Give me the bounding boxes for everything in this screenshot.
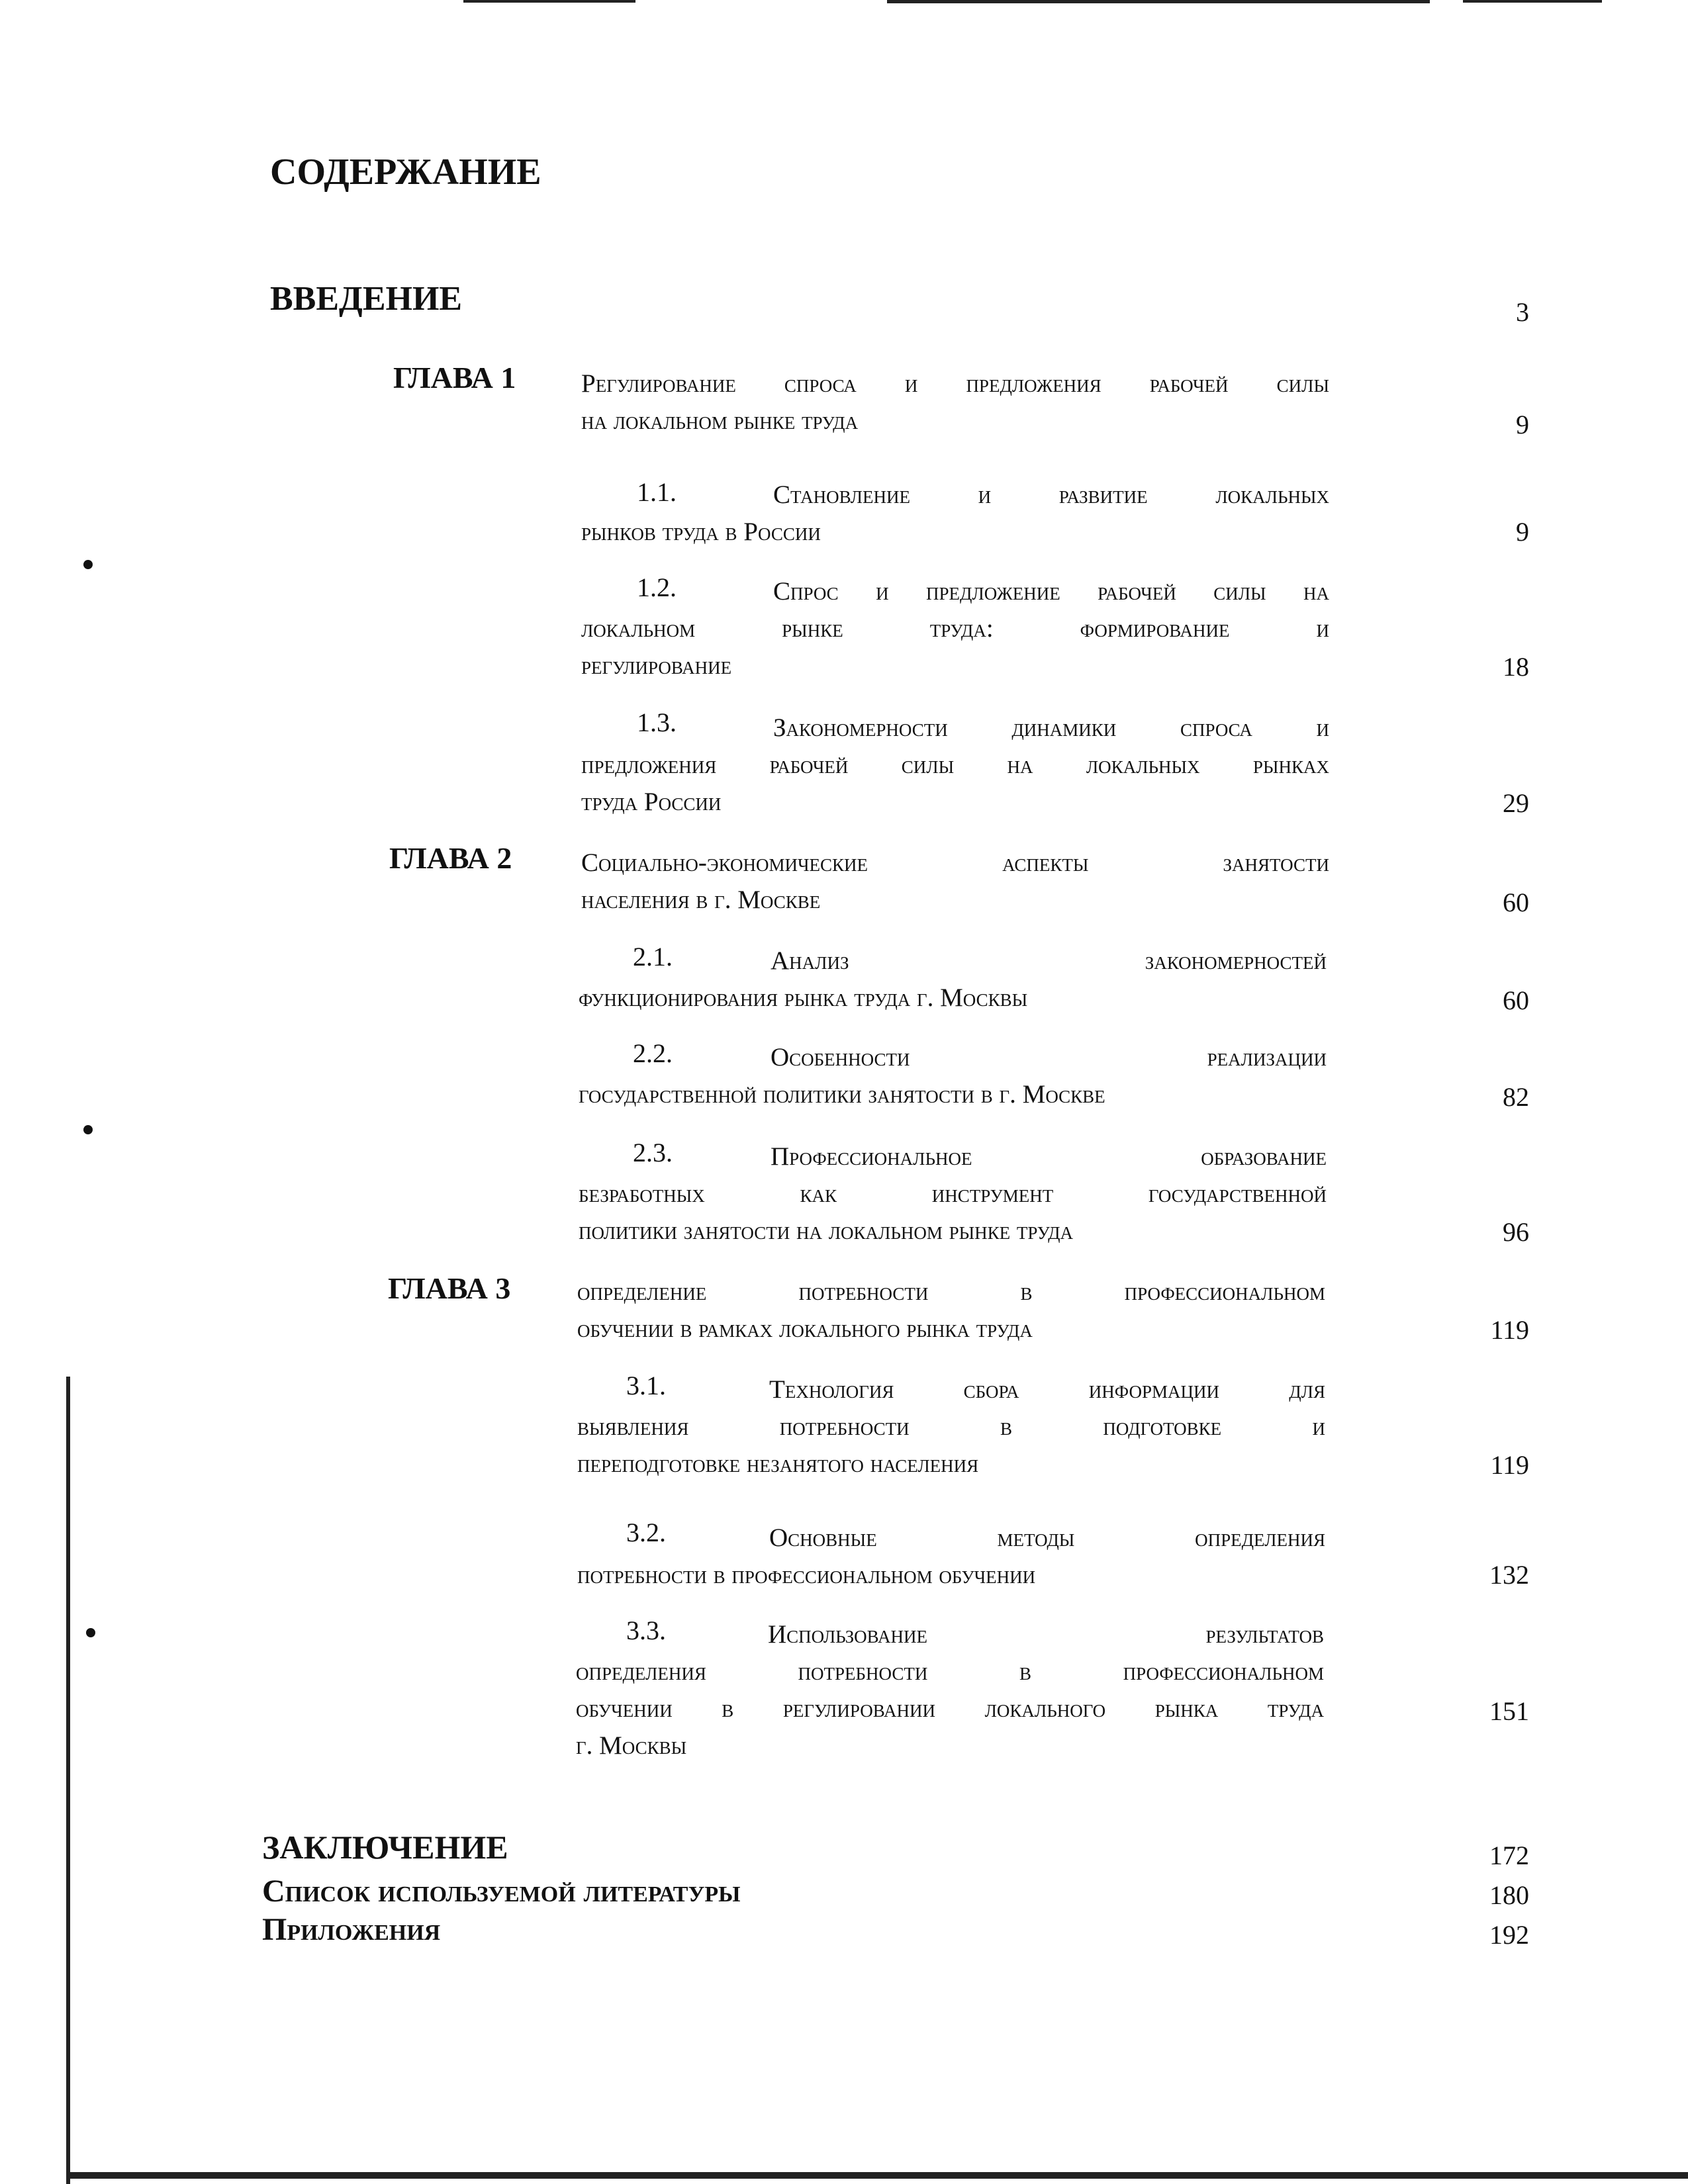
- section-2-2-line-2: государственной политики занятости в г. Москве: [579, 1080, 1105, 1109]
- conclusion-label: ЗАКЛЮЧЕНИЕ: [262, 1829, 508, 1866]
- chapter-3-page: 119: [1490, 1315, 1529, 1345]
- section-3-2-line-2: потребности в профессиональном обучении: [577, 1561, 1036, 1589]
- chapter-2-page: 60: [1503, 887, 1529, 917]
- section-1-3-page: 29: [1503, 788, 1529, 818]
- chapter-1-page: 9: [1516, 410, 1529, 439]
- section-1-2-line-1: Спрос и предложение рабочей силы на: [773, 577, 1329, 606]
- conclusion-page: 172: [1489, 1841, 1529, 1870]
- section-3-3-page: 151: [1489, 1696, 1529, 1726]
- section-3-3-line-2: определения потребности в профессиональном: [576, 1657, 1324, 1686]
- section-1-3-num: 1.3.: [637, 707, 677, 737]
- chapter-3-title: [577, 1273, 1325, 1347]
- section-3-3-num: 3.3.: [626, 1615, 666, 1645]
- section-3-2-line-1: Основные методы определения: [769, 1524, 1325, 1552]
- section-3-2-page: 132: [1489, 1560, 1529, 1590]
- section-1-2-page: 18: [1503, 652, 1529, 682]
- section-1-1-page: 9: [1516, 517, 1529, 547]
- section-3-2-title: [577, 1520, 1325, 1594]
- section-1-2-title: [581, 573, 1329, 684]
- scan-top-line-2: [887, 0, 1430, 3]
- scan-top-line-3: [1463, 0, 1602, 3]
- section-2-1-line-2: функционирования рынка труда г. Москвы: [579, 983, 1028, 1012]
- bibliography-label: Список используемой литературы: [262, 1874, 741, 1909]
- bibliography-page: 180: [1489, 1880, 1529, 1910]
- section-2-3-num: 2.3.: [633, 1138, 673, 1167]
- chapter-1-title: [581, 365, 1329, 439]
- chapter-1-title-line-1: Регулирование спроса и предложения рабочей силы: [581, 369, 1329, 398]
- section-3-3-line-1: Использование результатов: [768, 1620, 1324, 1649]
- section-1-2-line-3: регулирование: [581, 651, 732, 680]
- scan-bottom-line: [66, 2172, 1688, 2179]
- chapter-3-title-line-2: обучении в рамках локального рынка труда: [577, 1314, 1033, 1343]
- section-2-3-title: [579, 1138, 1327, 1250]
- chapter-1-label: ГЛАВА 1: [393, 361, 516, 394]
- section-2-1-num: 2.1.: [633, 942, 673, 972]
- section-2-2-line-1: Особенности реализации: [771, 1043, 1327, 1071]
- section-2-2-page: 82: [1503, 1082, 1529, 1112]
- section-3-3-line-4: г. Москвы: [576, 1731, 687, 1760]
- section-1-1-title: [581, 477, 1329, 551]
- section-3-1-title: [577, 1371, 1325, 1482]
- section-2-1-page: 60: [1503, 985, 1529, 1015]
- intro-page: 3: [1516, 297, 1529, 327]
- section-2-2-num: 2.2.: [633, 1038, 673, 1068]
- chapter-2-title: [581, 844, 1329, 919]
- chapter-2-label: ГЛАВА 2: [389, 841, 512, 875]
- scan-top-line-1: [463, 0, 635, 3]
- chapter-1-title-line-2: на локальном рынке труда: [581, 406, 859, 435]
- section-2-3-line-3: политики занятости на локальном рынке труда: [579, 1216, 1074, 1245]
- section-1-2-num: 1.2.: [637, 572, 677, 602]
- section-1-3-line-3: труда России: [581, 788, 722, 816]
- section-2-1-title: [579, 942, 1327, 1017]
- chapter-3-label: ГЛАВА 3: [388, 1271, 511, 1305]
- chapter-3-title-line-1: определение потребности в профессиональном: [577, 1277, 1325, 1306]
- scan-dot-1: [83, 560, 93, 569]
- toc-title: СОДЕРЖАНИЕ: [270, 152, 541, 193]
- section-1-3-line-2: предложения рабочей силы на локальных рынках: [581, 751, 1329, 779]
- section-2-3-line-1: Профессиональное образование: [771, 1142, 1327, 1171]
- section-3-1-line-3: переподготовке незанятого населения: [577, 1449, 979, 1478]
- section-3-2-num: 3.2.: [626, 1518, 666, 1547]
- section-1-1-line-1: Становление и развитие локальных: [773, 480, 1329, 509]
- section-1-2-line-2: локальном рынке труда: формирование и: [581, 614, 1329, 643]
- section-2-3-line-2: безработных как инструмент государственной: [579, 1179, 1327, 1208]
- section-3-1-line-1: Технология сбора информации для: [769, 1375, 1325, 1404]
- section-1-3-line-1: Закономерности динамики спроса и: [773, 713, 1329, 742]
- chapter-2-title-line-2: населения в г. Москве: [581, 886, 821, 914]
- section-1-3-title: [581, 709, 1329, 821]
- intro-label: ВВЕДЕНИЕ: [270, 280, 463, 318]
- section-2-3-page: 96: [1503, 1217, 1529, 1247]
- chapter-2-title-line-1: Социально-экономические аспекты занятости: [581, 848, 1329, 877]
- appendix-page: 192: [1489, 1920, 1529, 1950]
- section-1-1-num: 1.1.: [637, 477, 677, 507]
- section-1-1-line-2: рынков труда в России: [581, 518, 821, 546]
- section-3-1-line-2: выявления потребности в подготовке и: [577, 1412, 1325, 1441]
- section-3-3-title: [576, 1616, 1324, 1764]
- section-2-2-title: [579, 1039, 1327, 1113]
- scan-dot-2: [83, 1125, 93, 1134]
- section-3-1-page: 119: [1490, 1450, 1529, 1480]
- section-2-1-line-1: Анализ закономерностей: [771, 946, 1327, 975]
- section-3-1-num: 3.1.: [626, 1371, 666, 1400]
- appendix-label: Приложения: [262, 1912, 441, 1947]
- section-3-3-line-3: обучении в регулировании локального рынка труда: [576, 1694, 1324, 1723]
- scan-left-edge: [66, 1377, 70, 2184]
- scan-dot-3: [86, 1628, 95, 1637]
